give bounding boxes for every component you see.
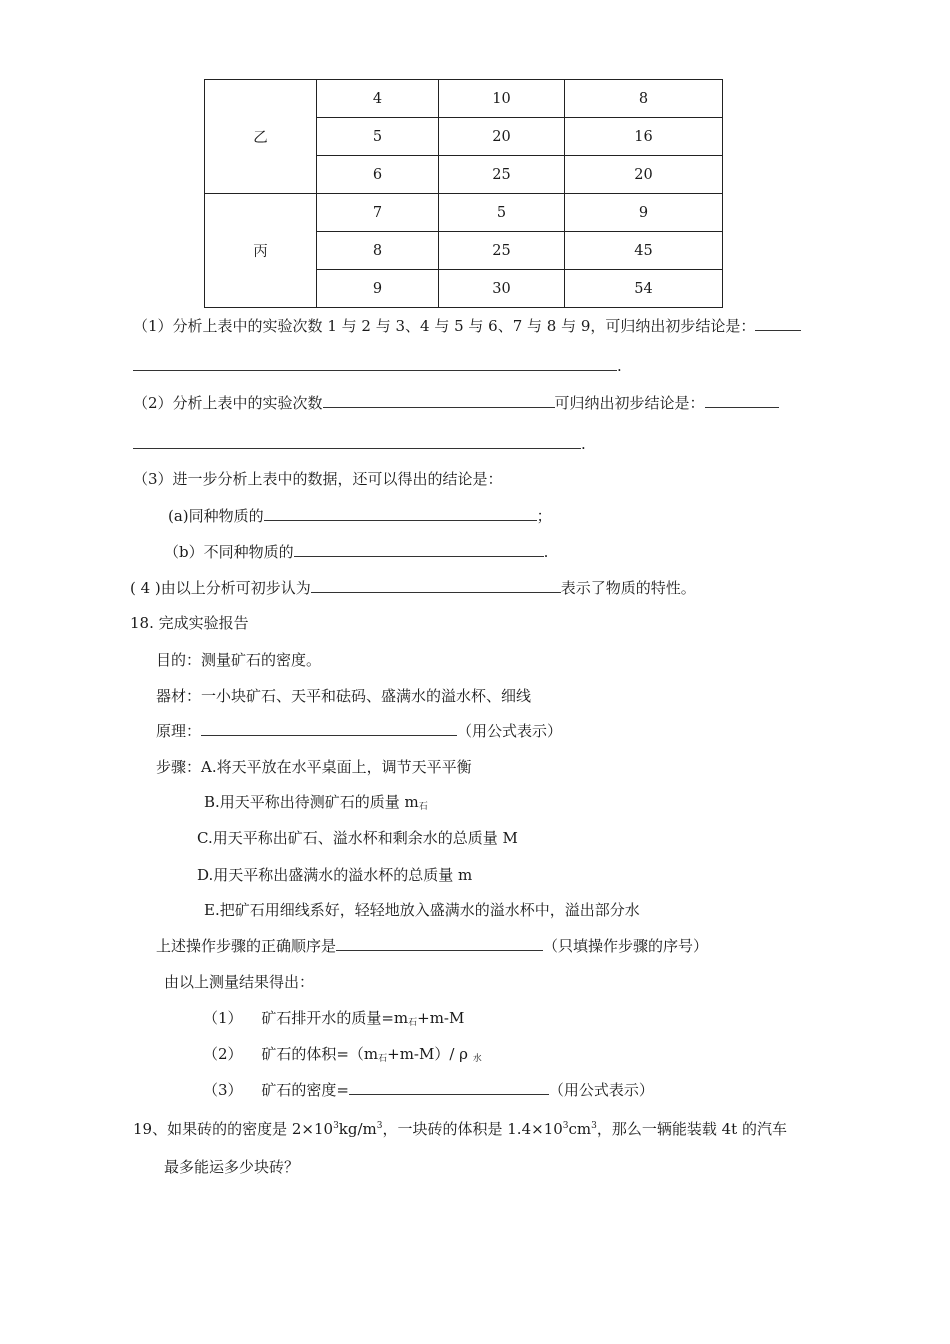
table-cell: 16 [565, 118, 723, 156]
table-cell: 20 [565, 156, 723, 194]
q18-step-b-text: B.用天平称出待测矿石的质量 m [204, 793, 419, 811]
q19-line1 [133, 1116, 787, 1139]
item-number: （1） [203, 1009, 243, 1027]
table-cell: 5 [439, 194, 565, 232]
q18-order-text: 上述操作步骤的正确顺序是 [156, 937, 337, 955]
q18-result-2-text-b: +m-M）/ ρ [387, 1045, 469, 1063]
q18-result-3-text: 矿石的密度= [261, 1081, 349, 1099]
superscript: 3 [562, 1121, 569, 1131]
subscript: 石 [418, 802, 428, 812]
superscript: 3 [376, 1121, 383, 1131]
q18-result-2-text: 矿石的体积=（m [261, 1045, 379, 1063]
q17-part3b-text: （b）不同种物质的 [164, 543, 294, 561]
q17-part3b [164, 542, 548, 562]
q19-line2: 最多能运多少块砖？ [164, 1158, 300, 1176]
data-table [204, 79, 723, 308]
group-label: 丙 [205, 194, 317, 308]
q18-step-c: C.用天平称出矿石、溢水杯和剩余水的总质量 M [197, 829, 518, 847]
q18-result: 由以上测量结果得出： [164, 973, 315, 991]
q18-result-3 [203, 1080, 654, 1100]
table-cell: 20 [439, 118, 565, 156]
table-cell: 45 [565, 232, 723, 270]
q18-result-1 [203, 1008, 464, 1033]
group-label: 乙 [205, 80, 317, 194]
q17-part1 [133, 316, 801, 336]
q18-order-note: （只填操作步骤的序号） [543, 937, 709, 955]
answer-blank[interactable] [133, 434, 581, 449]
q18-principle [156, 721, 562, 741]
q17-part3a-text: (a)同种物质的 [168, 507, 264, 525]
q17-part3a [168, 506, 552, 526]
q18-step-a: 步骤：A.将天平放在水平桌面上，调节天平平衡 [156, 758, 472, 776]
q18-step-b [204, 792, 428, 817]
q17-part4-text-b: 表示了物质的特性。 [560, 579, 696, 597]
period: . [617, 357, 622, 375]
q17-part4 [130, 578, 696, 598]
q18-materials: 器材：一小块矿石、天平和砝码、盛满水的溢水杯、细线 [156, 687, 532, 705]
q18-step-d: D.用天平称出盛满水的溢水杯的总质量 m [197, 866, 473, 884]
q17-part3 [133, 469, 503, 489]
answer-blank[interactable] [264, 506, 537, 521]
q18-result-1-text: 矿石排开水的质量=m [261, 1009, 409, 1027]
subscript: 水 [472, 1054, 482, 1064]
q18-result-2 [203, 1044, 482, 1069]
q18-result-1-text-b: +m-M [417, 1009, 465, 1027]
q19-text: cm [568, 1120, 592, 1138]
table-cell: 5 [317, 118, 439, 156]
period: . [543, 543, 549, 561]
superscript: 3 [591, 1121, 597, 1131]
q18-principle-label: 原理： [156, 722, 202, 740]
q17-part1-text: （1）分析上表中的实验次数 1 与 2 与 3、4 与 5 与 6、7 与 8 与 9，可归纳出初步结论是： [133, 317, 756, 335]
q19-text: ，那么一辆能装载 4t 的汽车 [596, 1120, 787, 1138]
table-cell: 54 [565, 270, 723, 308]
semicolon: ； [536, 507, 552, 525]
table-cell: 4 [317, 80, 439, 118]
subscript: 石 [378, 1054, 388, 1064]
q17-part2-text-b: 可归纳出初步结论是： [554, 394, 705, 412]
table-row [205, 80, 723, 118]
answer-blank[interactable] [705, 393, 779, 408]
table-cell: 25 [439, 232, 565, 270]
table-cell: 7 [317, 194, 439, 232]
q18-order [156, 936, 708, 956]
table-row [205, 194, 723, 232]
subscript: 石 [408, 1018, 418, 1028]
table-cell: 30 [439, 270, 565, 308]
q17-part3-text: （3）进一步分析上表中的数据，还可以得出的结论是： [133, 470, 503, 488]
table-cell: 6 [317, 156, 439, 194]
period: . [581, 435, 586, 453]
answer-blank[interactable] [294, 542, 544, 557]
q17-part2-text: （2）分析上表中的实验次数 [133, 394, 323, 412]
item-number: （2） [203, 1045, 243, 1063]
answer-blank[interactable] [336, 936, 543, 951]
table-cell: 9 [565, 194, 723, 232]
answer-blank[interactable] [201, 721, 457, 736]
answer-blank[interactable] [133, 356, 617, 371]
table-cell: 8 [565, 80, 723, 118]
table-cell: 10 [439, 80, 565, 118]
q18-step-e: E.把矿石用细线系好，轻轻地放入盛满水的溢水杯中，溢出部分水 [204, 901, 640, 919]
item-number: （3） [203, 1081, 243, 1099]
q17-part1-cont [133, 356, 622, 376]
q19-text: ，一块砖的体积是 1.4×10 [382, 1120, 563, 1138]
q19-text: kg/m [338, 1120, 377, 1138]
q17-part2-cont [133, 434, 586, 454]
q18-purpose: 目的：测量矿石的密度。 [156, 651, 322, 669]
answer-blank[interactable] [323, 393, 555, 408]
table-cell: 25 [439, 156, 565, 194]
table-cell: 8 [317, 232, 439, 270]
q19-text: 19、如果砖的的密度是 2×10 [133, 1120, 334, 1138]
answer-blank[interactable] [755, 316, 801, 331]
answer-blank[interactable] [311, 578, 561, 593]
q18-principle-note: （用公式表示） [457, 722, 563, 740]
q17-part2 [133, 393, 779, 413]
answer-blank[interactable] [349, 1080, 549, 1095]
q18-title: 18. 完成实验报告 [130, 614, 249, 632]
q17-part4-text: ( 4 )由以上分析可初步认为 [130, 579, 311, 597]
q18-result-3-note: （用公式表示） [548, 1081, 654, 1099]
superscript: 3 [333, 1121, 339, 1131]
table-cell: 9 [317, 270, 439, 308]
